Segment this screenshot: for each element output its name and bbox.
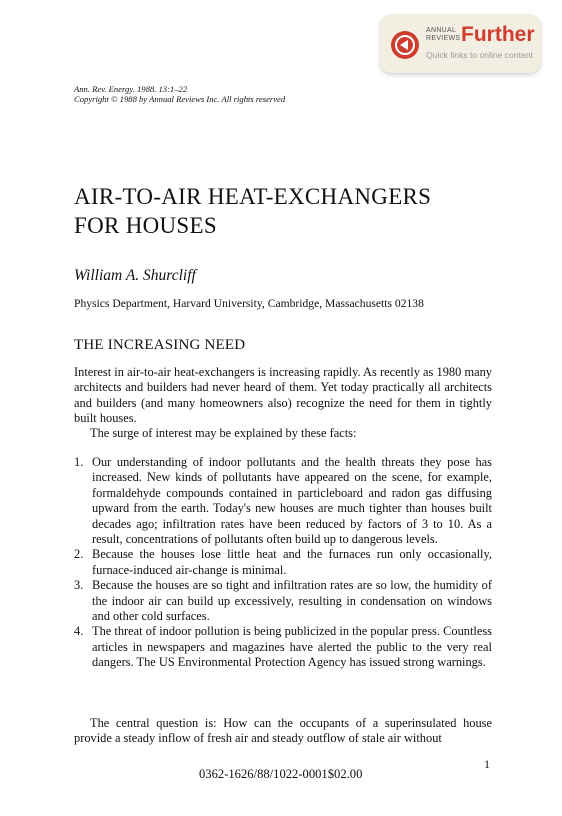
annual-reviews-further-banner[interactable] — [380, 14, 541, 73]
paragraph-3: The central question is: How can the occupants of a superinsulated house provide a steady inflow of fresh air and steady outflow of stale air without — [74, 716, 492, 746]
article-title — [74, 182, 431, 240]
author-affiliation: Physics Department, Harvard University, Cambridge, Massachusetts 02138 — [74, 297, 424, 310]
citation-line-2: Copyright © 1988 by Annual Reviews Inc. All rights reserved — [74, 94, 286, 104]
list-item — [74, 547, 492, 578]
paragraph-1: Interest in air-to-air heat-exchangers is increasing rapidly. As recently as 1980 many architects and builders had never heard of them. Yet today practically all architects and builders (and many homeowners also) recognize the need for them in tightly built houses. — [74, 365, 492, 426]
list-number: 4. — [74, 624, 84, 639]
list-text: The threat of indoor pollution is being publicized in the popular press. Countless articles in newspapers and magazines have alerted the public to the very real dangers. The US Environmental Protection Agency has issued strong warnings. — [92, 624, 492, 670]
list-number: 1. — [74, 455, 84, 469]
list-text: Our understanding of indoor pollutants and the health threats they pose has increased. New kinds of pollutants have appeared on the scene, for example, formaldehyde compounds contained in particleboard and radon gas diffusing upward from the earth. Today's new houses are much tighter than houses built decades ago; infiltration rates have been reduced by factors of 3 to 10. As a result, concentrations of pollutants often build up to dangerous levels. — [92, 455, 492, 547]
title-line-1: AIR-TO-AIR HEAT-EXCHANGERS — [74, 184, 432, 209]
list-item — [74, 455, 492, 547]
facts-list — [74, 455, 492, 671]
list-item — [74, 578, 492, 624]
paragraph-2: The surge of interest may be explained by these facts: — [90, 426, 357, 440]
brand-reviews: REVIEWS — [426, 35, 461, 42]
footer-code: 0362-1626/88/1022-0001$02.00 — [199, 767, 363, 781]
brand-annual: ANNUAL — [426, 27, 457, 34]
page-number: 1 — [484, 757, 490, 771]
play-back-icon — [391, 31, 419, 59]
section-heading: THE INCREASING NEED — [74, 337, 246, 353]
citation-line-1: Ann. Rev. Energy. 1988. 13:1–22 — [74, 84, 188, 94]
brand-small-text — [426, 27, 460, 43]
list-number: 3. — [74, 578, 84, 593]
list-number: 2. — [74, 547, 84, 562]
list-text: Because the houses lose little heat and the furnaces run only occasionally, furnace-induced air-change is minimal. — [92, 547, 492, 577]
list-item — [74, 624, 492, 670]
citation — [74, 84, 285, 104]
list-text: Because the houses are so tight and infiltration rates are so low, the humidity of the indoor air can build up excessively, resulting in condensation on windows and other cold surfaces. — [92, 578, 492, 624]
banner-subtitle: Quick links to online content — [426, 50, 534, 60]
title-line-2: FOR HOUSES — [74, 213, 217, 238]
brand-further: Further — [461, 23, 535, 46]
author-name: William A. Shurcliff — [74, 267, 196, 284]
